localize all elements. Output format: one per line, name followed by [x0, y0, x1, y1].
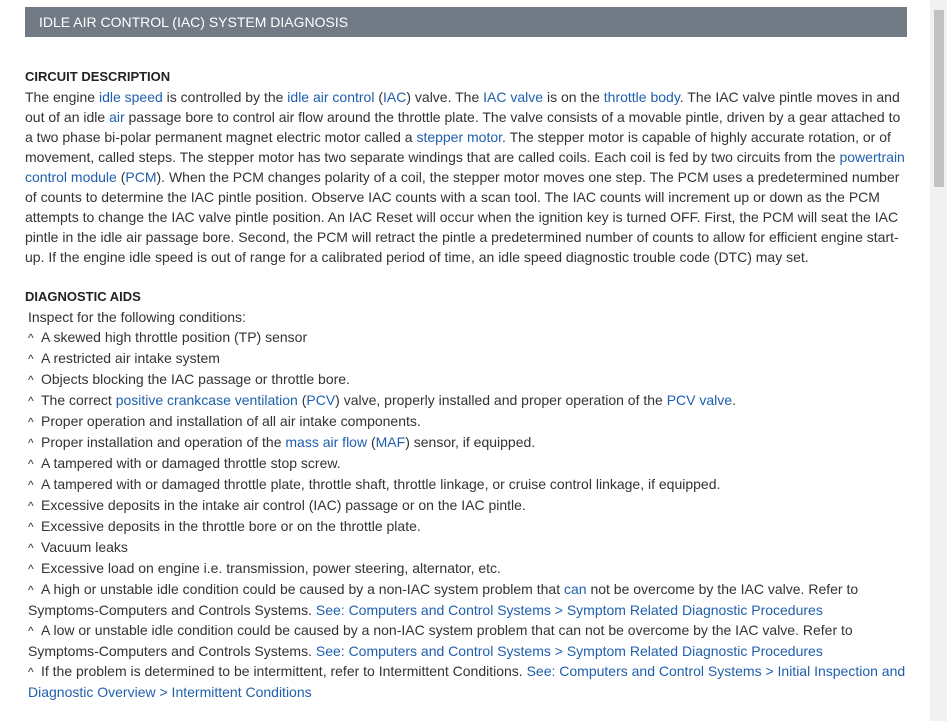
circuit-description-paragraph — [25, 87, 910, 267]
text-segment: not be overcome by the IAC valve. Refer to Symptoms-Computers and Controls Systems. — [28, 581, 859, 618]
glossary-link[interactable]: See: Computers and Control Systems > Symptom Related Diagnostic Procedures — [315, 643, 823, 659]
bullet-caret: ^ — [28, 665, 34, 679]
scrollbar-thumb[interactable] — [934, 10, 944, 187]
text-segment: ( — [297, 392, 307, 408]
bullet-caret: ^ — [28, 394, 34, 408]
list-item — [25, 558, 910, 579]
list-item — [25, 474, 910, 495]
glossary-link[interactable]: IAC valve — [483, 89, 544, 105]
text-segment: ) sensor, if equipped. — [405, 434, 536, 450]
bullet-caret: ^ — [28, 457, 34, 471]
text-segment: . The stepper motor is capable of highly accurate rotation, or of movement, called steps. The stepper motor has two separate windings that are called coils. Each coil is fed by two circuits from the — [25, 129, 891, 165]
list-item — [25, 579, 910, 620]
text-segment: A skewed high throttle position (TP) sensor — [41, 329, 308, 345]
glossary-link[interactable]: powertrain control module — [25, 149, 905, 185]
bullet-caret: ^ — [28, 415, 34, 429]
text-segment: Excessive load on engine i.e. transmission, power steering, alternator, etc. — [41, 560, 501, 576]
section-spacer — [25, 267, 910, 287]
list-item — [25, 390, 910, 411]
bullet-caret: ^ — [28, 499, 34, 513]
text-segment: Proper operation and installation of all air intake components. — [41, 413, 421, 429]
text-segment: Objects blocking the IAC passage or throttle bore. — [41, 371, 350, 387]
text-segment: ). When the PCM changes polarity of a coil, the stepper motor moves one step. The PCM uses a predetermined number of counts to determine the IAC pintle position. Observe IAC counts with a scan tool. The IAC counts will increment up or down as the PCM attempts to change the IAC valve pintle position. An IAC Reset will occur when the ignition key is turned OFF. First, the PCM will seat the IAC pintle in the idle air passage bore. Second, the PCM will retract the pintle a predetermined number of counts to allow for efficient engine start-up. If the engine idle speed is out of range for a calibrated period of time, an idle speed diagnostic trouble code (DTC) may set. — [25, 169, 900, 265]
text-segment: is on the — [543, 89, 604, 105]
glossary-link[interactable]: air — [109, 109, 125, 125]
list-item — [25, 453, 910, 474]
bullet-caret: ^ — [28, 624, 34, 638]
text-segment: is controlled by the — [162, 89, 288, 105]
text-segment: If the problem is determined to be intermittent, refer to Intermittent Conditions. — [41, 663, 527, 679]
text-segment: The correct — [41, 392, 116, 408]
list-item — [25, 369, 910, 390]
glossary-link[interactable]: mass air flow — [285, 434, 368, 450]
text-segment: Excessive deposits in the throttle bore or on the throttle plate. — [41, 518, 421, 534]
bullet-caret: ^ — [28, 520, 34, 534]
glossary-link[interactable]: throttle body — [603, 89, 680, 105]
bullet-caret: ^ — [28, 562, 34, 576]
bullet-caret: ^ — [28, 541, 34, 555]
list-item — [25, 348, 910, 369]
glossary-link[interactable]: stepper motor — [416, 129, 503, 145]
text-segment: Excessive deposits in the intake air control (IAC) passage or on the IAC pintle. — [41, 497, 526, 513]
text-segment: The engine — [25, 89, 99, 105]
glossary-link[interactable]: See: Computers and Control Systems > Symptom Related Diagnostic Procedures — [315, 602, 823, 618]
diagnostic-aids-list — [25, 327, 910, 702]
diagnostic-aids-heading: DIAGNOSTIC AIDS — [25, 289, 141, 304]
glossary-link[interactable]: idle speed — [98, 89, 163, 105]
bullet-caret: ^ — [28, 331, 34, 345]
text-segment: A tampered with or damaged throttle stop screw. — [41, 455, 341, 471]
document-content — [25, 67, 910, 702]
list-item — [25, 516, 910, 537]
text-segment: Proper installation and operation of the — [41, 434, 286, 450]
text-segment: A tampered with or damaged throttle plate, throttle shaft, throttle linkage, or cruise control linkage, if equipped. — [41, 476, 721, 492]
bullet-caret: ^ — [28, 373, 34, 387]
text-segment: A low or unstable idle condition could be caused by a non-IAC system problem that can not be overcome by the IAC valve. Refer to Symptoms-Computers and Controls Systems. — [28, 622, 853, 659]
list-item — [25, 620, 910, 661]
glossary-link[interactable]: positive crankcase ventilation — [115, 392, 298, 408]
vertical-scrollbar[interactable] — [930, 0, 947, 721]
bullet-caret: ^ — [28, 478, 34, 492]
list-item — [25, 495, 910, 516]
glossary-link[interactable]: MAF — [375, 434, 406, 450]
bullet-caret: ^ — [28, 436, 34, 450]
bullet-caret: ^ — [28, 352, 34, 366]
bullet-caret: ^ — [28, 583, 34, 597]
text-segment: Vacuum leaks — [41, 539, 128, 555]
text-segment: . The IAC valve pintle moves in and out of an idle — [25, 89, 900, 125]
text-segment: ( — [116, 169, 126, 185]
text-segment: A high or unstable idle condition could be caused by a non-IAC system problem that — [41, 581, 564, 597]
text-segment: passage bore to control air flow around the throttle plate. The valve consists of a movable pintle, driven by a gear attached to a two phase bi-polar permanent magnet electric motor called a — [25, 109, 901, 145]
text-segment: . — [732, 392, 736, 408]
glossary-link[interactable]: idle air control — [287, 89, 375, 105]
glossary-link[interactable]: PCM — [125, 169, 157, 185]
glossary-link[interactable]: PCV valve — [666, 392, 733, 408]
text-segment: ( — [367, 434, 376, 450]
text-segment: ( — [374, 89, 384, 105]
list-item — [25, 537, 910, 558]
list-item — [25, 432, 910, 453]
glossary-link[interactable]: can — [563, 581, 587, 597]
list-item — [25, 661, 910, 702]
list-item — [25, 411, 910, 432]
diagnostic-aids-intro: Inspect for the following conditions: — [28, 309, 246, 325]
glossary-link[interactable]: PCV — [306, 392, 336, 408]
glossary-link[interactable]: IAC — [383, 89, 407, 105]
circuit-description-heading: CIRCUIT DESCRIPTION — [25, 69, 171, 84]
page-title: IDLE AIR CONTROL (IAC) SYSTEM DIAGNOSIS — [39, 14, 349, 30]
list-item — [25, 327, 910, 348]
text-segment: ) valve, properly installed and proper operation of the — [335, 392, 667, 408]
glossary-link[interactable]: See: Computers and Control Systems > Initial Inspection and Diagnostic Overview > Intermittent Conditions — [28, 663, 906, 700]
page-title-bar — [25, 7, 907, 37]
text-segment: ) valve. The — [406, 89, 484, 105]
text-segment: A restricted air intake system — [41, 350, 220, 366]
